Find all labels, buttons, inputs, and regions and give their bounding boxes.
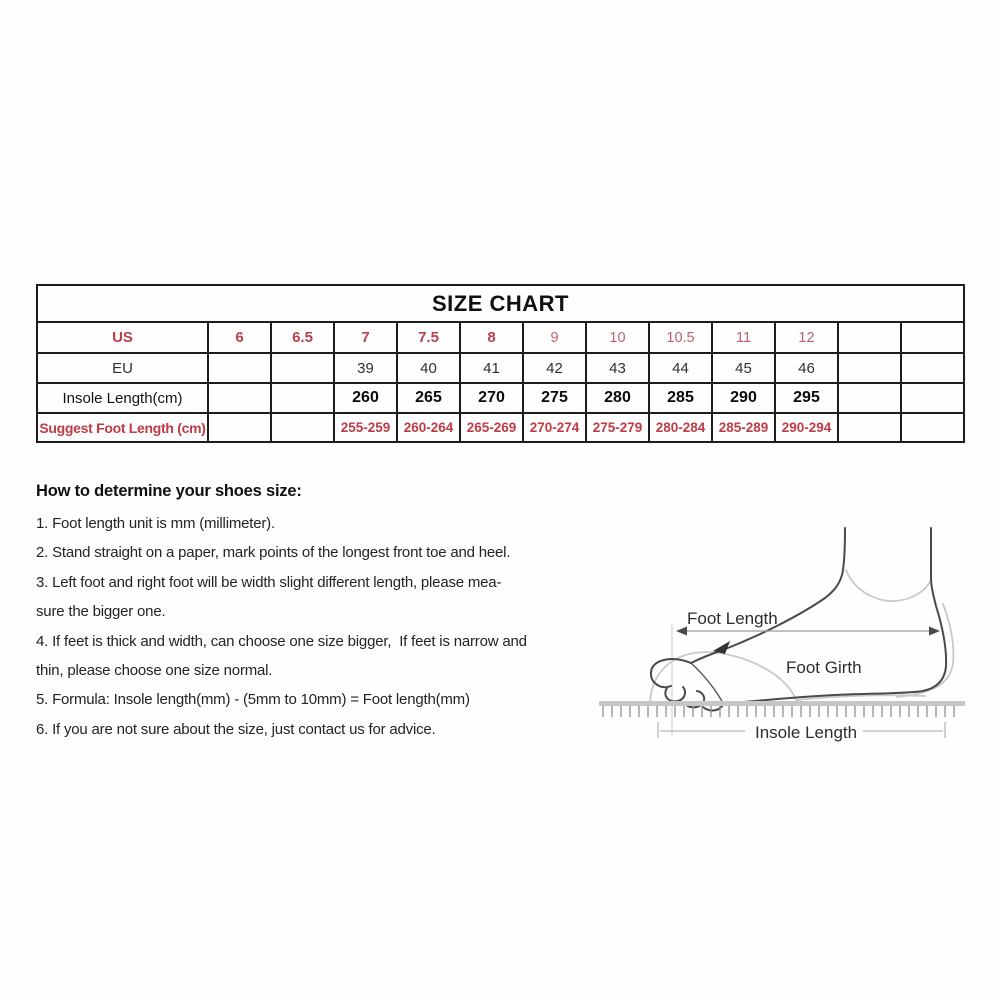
- cell-suggest-9: 290-294: [775, 413, 838, 442]
- cell-eu-8: 45: [712, 353, 775, 383]
- cell-insole-0: [208, 383, 271, 413]
- cell-suggest-5: 270-274: [523, 413, 586, 442]
- cell-us-8: 11: [712, 322, 775, 353]
- foot-length-right-arrowhead: [929, 627, 940, 636]
- cell-suggest-7: 280-284: [649, 413, 712, 442]
- table-row-insole: [37, 383, 964, 413]
- instruction-line-1: 1. Foot length unit is mm (millimeter).: [36, 515, 275, 532]
- cell-eu-0: [208, 353, 271, 383]
- row-label-us: US: [37, 322, 208, 353]
- leg-instep-outline: [691, 528, 845, 663]
- instruction-line-7: 5. Formula: Insole length(mm) - (5mm to 10mm) = Foot length(mm): [36, 691, 470, 709]
- foot-length-label: Foot Length: [687, 609, 778, 628]
- cell-suggest-6: 275-279: [586, 413, 649, 442]
- cell-suggest-2: 255-259: [334, 413, 397, 442]
- ruler-band: [599, 701, 965, 706]
- cell-us-9: 12: [775, 322, 838, 353]
- table-row-us: [37, 322, 964, 353]
- instruction-line-3: 3. Left foot and right foot will be width slight different length, please mea-: [36, 573, 502, 591]
- cell-insole-11: [901, 383, 964, 413]
- cell-us-1: 6.5: [271, 322, 334, 353]
- howto-heading: How to determine your shoes size:: [36, 482, 302, 500]
- cell-insole-8: 290: [712, 383, 775, 413]
- foot-girth-label: Foot Girth: [786, 658, 862, 677]
- size-chart-table: [36, 284, 965, 443]
- ankle-ghost-line: [846, 570, 930, 601]
- table-row-suggest: [37, 413, 964, 442]
- table-title-row: [37, 285, 964, 322]
- cell-suggest-11: [901, 413, 964, 442]
- foot-length-left-arrowhead: [676, 627, 687, 636]
- size-chart-title: SIZE CHART: [37, 285, 964, 322]
- row-label-insole: Insole Length(cm): [37, 383, 208, 413]
- cell-insole-6: 280: [586, 383, 649, 413]
- cell-insole-7: 285: [649, 383, 712, 413]
- cell-eu-10: [838, 353, 901, 383]
- row-label-eu: EU: [37, 353, 208, 383]
- insole-length-label: Insole Length: [755, 723, 858, 742]
- cell-insole-4: 270: [460, 383, 523, 413]
- cell-suggest-0: [208, 413, 271, 442]
- cell-us-6: 10: [586, 322, 649, 353]
- cell-insole-9: 295: [775, 383, 838, 413]
- row-label-suggest: Suggest Foot Length (cm): [37, 413, 208, 442]
- size-chart: [36, 284, 965, 443]
- instruction-line-4: sure the bigger one.: [36, 603, 166, 621]
- table-row-eu: [37, 353, 964, 383]
- cell-eu-2: 39: [334, 353, 397, 383]
- cell-eu-9: 46: [775, 353, 838, 383]
- ruler-ticks: [603, 706, 954, 717]
- instruction-line-8: 6. If you are not sure about the size, just contact us for advice.: [36, 720, 436, 738]
- cell-us-4: 8: [460, 322, 523, 353]
- cell-insole-3: 265: [397, 383, 460, 413]
- cell-eu-4: 41: [460, 353, 523, 383]
- cell-insole-5: 275: [523, 383, 586, 413]
- instructions-list: [36, 509, 527, 744]
- instruction-line-2: 2. Stand straight on a paper, mark points of the longest front toe and heel.: [36, 544, 511, 562]
- cell-us-2: 7: [334, 322, 397, 353]
- cell-eu-1: [271, 353, 334, 383]
- instruction-line-6: thin, please choose one size normal.: [36, 661, 273, 679]
- cell-suggest-1: [271, 413, 334, 442]
- cell-us-11: [901, 322, 964, 353]
- cell-eu-7: 44: [649, 353, 712, 383]
- toe-crease-line: [691, 663, 723, 703]
- cell-eu-6: 43: [586, 353, 649, 383]
- cell-us-7: 10.5: [649, 322, 712, 353]
- cell-us-0: 6: [208, 322, 271, 353]
- cell-suggest-8: 285-289: [712, 413, 775, 442]
- cell-insole-2: 260: [334, 383, 397, 413]
- cell-eu-5: 42: [523, 353, 586, 383]
- cell-suggest-10: [838, 413, 901, 442]
- cell-suggest-3: 260-264: [397, 413, 460, 442]
- foot-measurement-diagram: [595, 520, 990, 760]
- cell-insole-10: [838, 383, 901, 413]
- cell-insole-1: [271, 383, 334, 413]
- cell-suggest-4: 265-269: [460, 413, 523, 442]
- cell-us-5: 9: [523, 322, 586, 353]
- cell-us-3: 7.5: [397, 322, 460, 353]
- cell-eu-11: [901, 353, 964, 383]
- cell-us-10: [838, 322, 901, 353]
- cell-eu-3: 40: [397, 353, 460, 383]
- instruction-line-5: 4. If feet is thick and width, can choose one size bigger, If feet is narrow and: [36, 632, 527, 650]
